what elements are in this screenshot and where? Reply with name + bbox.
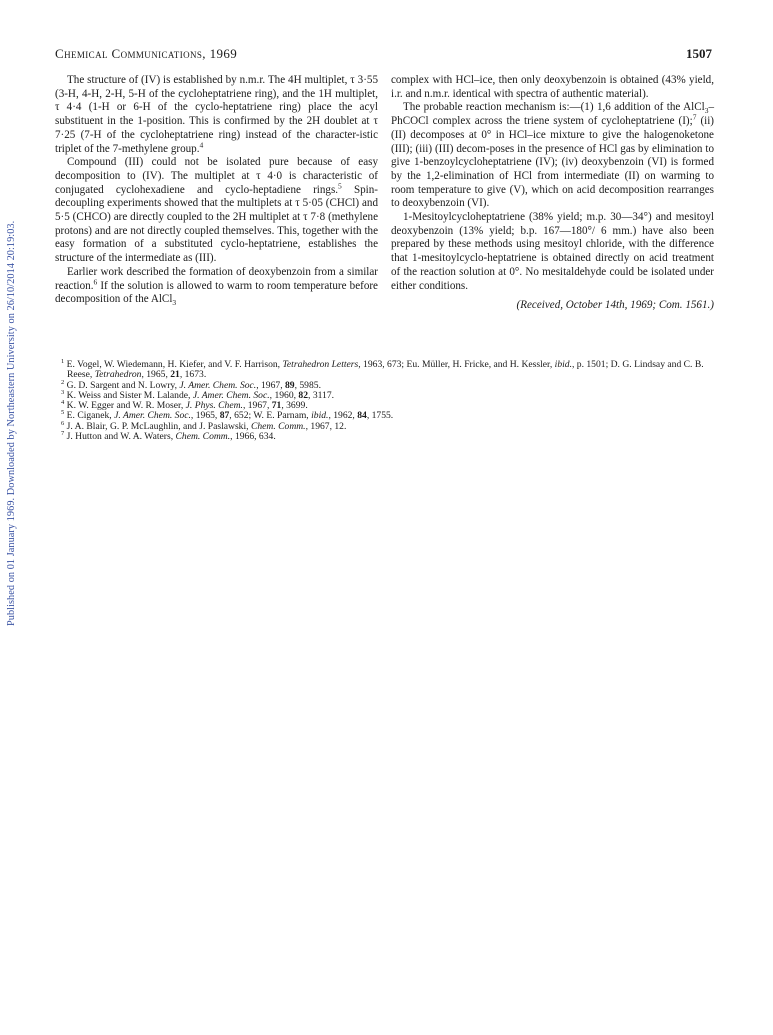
reference-text: , 652; W. E. Parnam,: [229, 410, 312, 422]
reference-text: , 1966, 634.: [230, 431, 276, 443]
paragraph-mesitoyl: 1-Mesitoylcycloheptatriene (38% yield; m.p. 30—34°) and mesitoyl deoxybenzoin (13% yield; b.p. 167—180°/ 6 mm.) have also been prepared by these methods using mesitoyl chloride, with the difference that 1-mesitoylcyclo-heptatriene is obtained directly on acid treatment of the reaction solution at 0°. No mesitaldehyde could be isolated under either conditions.: [391, 211, 714, 292]
running-head: Chemical Communications, 1969: [55, 46, 238, 61]
received-date: (Received, October 14th, 1969; Com. 1561.): [516, 299, 714, 312]
reference-text: E. Vogel, W. Wiedemann, H. Kiefer, and V. F. Harrison,: [66, 359, 283, 370]
footnote-ref: 7: [692, 112, 697, 122]
download-watermark-text: Published on 01 January 1969. Downloaded by Northeastern University on 26/10/2014 20:19:03.: [6, 220, 17, 626]
paragraph-earlier-work: Earlier work described the formation of deoxybenzoin from a similar reaction.$^6$ If the solution is allowed to warm to room temperature before decomposition of the AlCl$_3$: [55, 265, 378, 308]
reference-text: , 1962,: [328, 410, 358, 422]
reference-number: 1: [61, 357, 65, 365]
reference-text: J. Amer. Chem. Soc.: [179, 379, 257, 391]
reference-text: 87: [219, 410, 230, 422]
reference-number: 6: [61, 419, 65, 427]
reference-text: , 1960,: [269, 389, 299, 401]
left-column: [55, 74, 378, 307]
paragraph-continuation: complex with HCl–ice, then only deoxybenzoin is obtained (43% yield, i.r. and n.m.r. identical with spectra of authentic material).: [391, 74, 714, 100]
reference-text: 82: [298, 389, 309, 401]
reference-text: , 3699.: [281, 400, 308, 412]
reference-text: , 3117.: [308, 389, 335, 401]
reference-text: 84: [357, 410, 367, 422]
download-watermark: [4, 206, 22, 626]
reference-text: K. W. Egger and W. R. Moser,: [66, 400, 186, 412]
reference-text: 71: [271, 400, 282, 412]
reference-text: J. Amer. Chem. Soc.: [114, 410, 191, 422]
reference-text: Chem. Comm.: [175, 431, 231, 443]
reference-text: E. Ciganek,: [66, 410, 115, 422]
references-list: [55, 357, 715, 443]
reference-text: , p. 1501; D. G. Lindsay and C. B. Reese,: [67, 359, 704, 381]
reference-text: , 1963, 673; Eu. Müller, H. Fricke, and H. Kessler,: [358, 359, 555, 370]
paragraph-structure-iv: The structure of (IV) is established by n.m.r. The 4H multiplet, τ 3·55 (3-H, 4-H, 2-H, 5-H of the cycloheptatriene ring), and the 1H multiplet, τ 4·4 (1-H or 6-H of the cyclo-heptatriene ring) place the acyl substituent in the 1-position. This is confirmed by the 2H doublet at τ 7·25 (7-H of the cycloheptatriene ring) instead of the character-istic triplet of the 7-methylene group.$^4$: [55, 74, 378, 155]
reference-text: , 1967, 12.: [305, 420, 347, 432]
reference-text: , 1965,: [190, 410, 220, 422]
reference-text: Tetrahedron: [94, 369, 142, 381]
reference-text: J. A. Blair, G. P. McLaughlin, and J. Paslawski,: [66, 420, 251, 432]
paragraph-compound-iii: Compound (III) could not be isolated pure because of easy decomposition to (IV). The multiplet at τ 4·0 is characteristic of conjugated cyclohexadiene and cyclo-heptadiene rings.$^5$ Spin-decoupling experiments showed that the multiplets at τ 5·05 (CHCl) and 5·5 (CHCO) are directly coupled to the 2H multiplet at τ 7·8 (methylene protons) and are not directly coupled themselves. This, together with the easy formation of a substituted cyclo-heptatriene, establishes the structure of the intermediate as (III).: [55, 156, 378, 265]
reference-number: 7: [61, 429, 65, 437]
reference-text: ibid.: [311, 410, 329, 422]
footnote-ref: 6: [93, 276, 98, 286]
reference-text: J. Phys. Chem.: [185, 400, 243, 412]
reference-text: K. Weiss and Sister M. Lalande,: [66, 389, 193, 401]
reference-item: [55, 429, 715, 443]
paragraph-mechanism: The probable reaction mechanism is:—(1) 1,6 addition of the AlCl$_3$–PhCOCl complex across the triene system of cycloheptatriene (I);$^7$ (ii) (II) decomposes at 0° in HCl–ice mixture to give the halogenoketone (III); (iii) (III) decom-poses in the presence of HCl gas by elimination to give 1-benzoylcycloheptatriene (IV); (iv) deoxybenzoin (VI) is formed by the 1,2-elimination of HCl from intermediate (II) on warming to room temperature to give (V), which on acid decomposition rearranges to deoxybenzoin (VI).: [391, 101, 715, 210]
reference-text: ibid.: [554, 359, 572, 370]
subscript: 3: [704, 106, 709, 116]
reference-text: , 1967,: [256, 379, 285, 391]
footnote-ref: 5: [338, 180, 342, 190]
reference-text: , 1755.: [366, 410, 394, 422]
reference-text: , 1967,: [242, 400, 272, 412]
reference-text: J. Hutton and W. A. Waters,: [66, 431, 176, 443]
reference-text: 89: [284, 379, 295, 391]
reference-number: 3: [61, 388, 65, 396]
reference-text: J. Amer. Chem. Soc.: [192, 389, 270, 401]
reference-text: , 5985.: [294, 379, 321, 391]
reference-text: , 1673.: [179, 369, 207, 381]
reference-text: , 1965,: [141, 369, 171, 381]
reference-text: Tetrahedron Letters: [282, 359, 359, 370]
footnote-ref: 4: [199, 139, 204, 149]
reference-item: [55, 357, 715, 381]
subscript: 3: [172, 298, 177, 308]
reference-number: 2: [61, 378, 65, 386]
right-column: [391, 74, 714, 313]
reference-text: 21: [170, 369, 180, 381]
reference-text: G. D. Sargent and N. Lowry,: [66, 379, 180, 391]
reference-number: 4: [61, 399, 65, 406]
reference-number: 5: [61, 409, 65, 417]
reference-text: Chem. Comm.: [250, 420, 306, 432]
page-number: 1507: [686, 46, 712, 61]
